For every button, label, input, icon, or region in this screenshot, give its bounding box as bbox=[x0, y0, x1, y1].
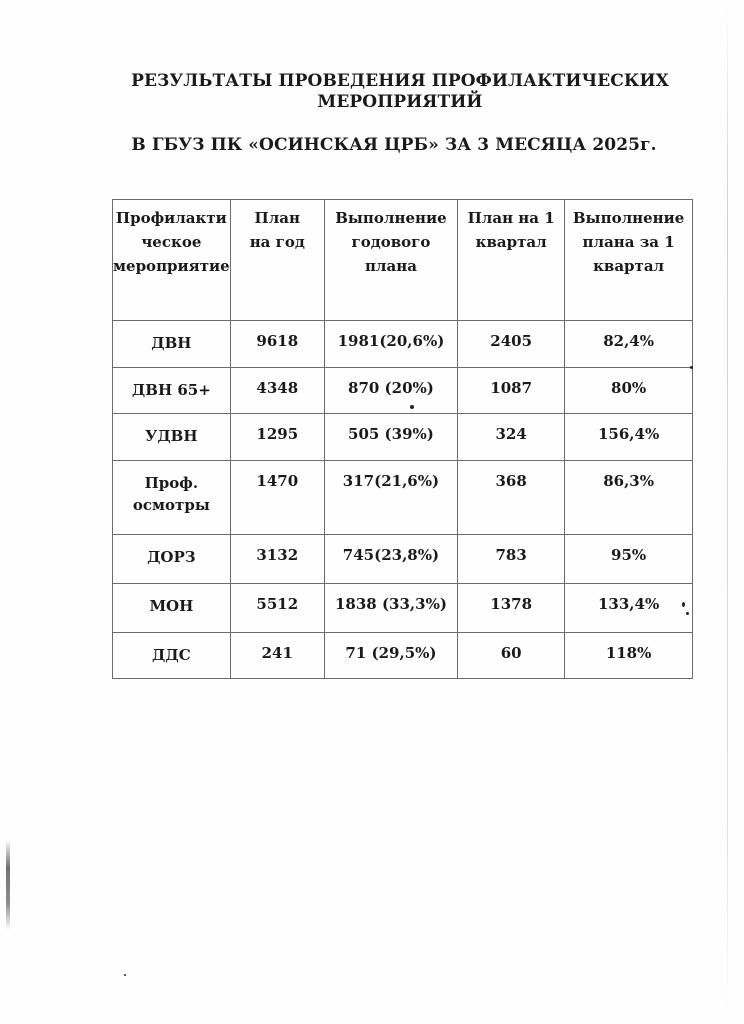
results-table bbox=[112, 199, 693, 679]
scan-edge-line bbox=[727, 0, 728, 1024]
cell-text: 4348 bbox=[256, 379, 299, 397]
cell-text: осмотры bbox=[132, 496, 210, 514]
header-text: квартал bbox=[593, 257, 665, 275]
document-title-line-1: РЕЗУЛЬТАТЫ ПРОВЕДЕНИЯ ПРОФИЛАКТИЧЕСКИХ bbox=[131, 71, 669, 91]
header-done-q1 bbox=[565, 200, 693, 321]
cell-event bbox=[113, 414, 231, 461]
cell-text: 317(21,6%) bbox=[342, 472, 440, 490]
table-row bbox=[113, 321, 693, 368]
cell-event bbox=[113, 535, 231, 584]
cell-text: ДОРЗ bbox=[147, 548, 196, 566]
cell-done-year bbox=[324, 321, 457, 368]
cell-done-q1 bbox=[565, 584, 693, 633]
cell-text: 241 bbox=[261, 644, 293, 662]
cell-text: ДВН bbox=[151, 334, 192, 352]
cell-text: 118% bbox=[605, 644, 652, 662]
scan-speck bbox=[682, 602, 685, 607]
cell-text: 324 bbox=[495, 425, 527, 443]
cell-text: 1087 bbox=[490, 379, 533, 397]
cell-plan-q1 bbox=[458, 321, 565, 368]
table-row bbox=[113, 584, 693, 633]
cell-plan-year bbox=[230, 461, 324, 535]
cell-event bbox=[113, 461, 231, 535]
document-title-line-2: МЕРОПРИЯТИЙ bbox=[317, 92, 483, 112]
header-text: плана за 1 bbox=[582, 233, 675, 251]
header-text: квартал bbox=[475, 233, 547, 251]
cell-text: Проф. bbox=[144, 474, 199, 492]
cell-plan-year bbox=[230, 368, 324, 414]
cell-text: 60 bbox=[500, 644, 522, 662]
header-plan-q1 bbox=[458, 200, 565, 321]
cell-text: 1378 bbox=[490, 595, 533, 613]
cell-text: 368 bbox=[495, 472, 527, 490]
cell-event bbox=[113, 368, 231, 414]
header-text: плана bbox=[364, 257, 417, 275]
scan-speck bbox=[124, 974, 126, 976]
cell-text: 783 bbox=[495, 546, 527, 564]
cell-text: 745(23,8%) bbox=[342, 546, 440, 564]
scan-left-mark bbox=[6, 840, 10, 930]
cell-text: 505 (39%) bbox=[348, 425, 434, 443]
cell-plan-year bbox=[230, 633, 324, 679]
cell-text: ДДС bbox=[152, 646, 191, 664]
cell-text: 2405 bbox=[490, 332, 533, 350]
cell-event bbox=[113, 584, 231, 633]
cell-plan-q1 bbox=[458, 584, 565, 633]
header-text: мероприятие bbox=[113, 257, 230, 275]
cell-text: 71 (29,5%) bbox=[345, 644, 437, 662]
cell-done-q1 bbox=[565, 633, 693, 679]
header-text: ческое bbox=[141, 233, 202, 251]
header-text: годового bbox=[351, 233, 431, 251]
header-text: Профилакти bbox=[115, 209, 227, 227]
cell-text: 95% bbox=[611, 546, 647, 564]
cell-plan-year bbox=[230, 321, 324, 368]
scan-speck bbox=[410, 405, 414, 409]
cell-done-year bbox=[324, 535, 457, 584]
cell-done-q1 bbox=[565, 461, 693, 535]
header-done-year bbox=[324, 200, 457, 321]
cell-text: 156,4% bbox=[597, 425, 660, 443]
cell-text: 133,4% bbox=[597, 595, 660, 613]
cell-text: 1838 (33,3%) bbox=[334, 595, 447, 613]
header-text: План на 1 bbox=[467, 209, 555, 227]
table-row bbox=[113, 368, 693, 414]
header-text: План bbox=[254, 209, 300, 227]
cell-done-q1 bbox=[565, 321, 693, 368]
cell-done-q1 bbox=[565, 414, 693, 461]
cell-text: 3132 bbox=[256, 546, 299, 564]
cell-text: 870 (20%) bbox=[348, 379, 434, 397]
cell-plan-q1 bbox=[458, 535, 565, 584]
cell-done-year bbox=[324, 414, 457, 461]
cell-text: МОН bbox=[149, 597, 194, 615]
cell-text: 80% bbox=[611, 379, 647, 397]
cell-text: УДВН bbox=[145, 427, 198, 445]
cell-text: 1981(20,6%) bbox=[337, 332, 445, 350]
cell-plan-q1 bbox=[458, 633, 565, 679]
cell-done-year bbox=[324, 368, 457, 414]
table-row bbox=[113, 633, 693, 679]
cell-event bbox=[113, 321, 231, 368]
cell-text: 5512 bbox=[256, 595, 299, 613]
table-header-row bbox=[113, 200, 693, 321]
header-text: на год bbox=[249, 233, 305, 251]
header-text: Выполнение bbox=[335, 209, 447, 227]
cell-text: 9618 bbox=[256, 332, 299, 350]
scan-speck bbox=[690, 366, 693, 369]
cell-text: 86,3% bbox=[603, 472, 654, 490]
table-row bbox=[113, 414, 693, 461]
scan-speck bbox=[686, 612, 689, 615]
header-text: Выполнение bbox=[572, 209, 685, 227]
cell-done-year bbox=[324, 461, 457, 535]
cell-text: 1295 bbox=[256, 425, 299, 443]
cell-done-year bbox=[324, 584, 457, 633]
header-event bbox=[113, 200, 231, 321]
cell-done-q1 bbox=[565, 535, 693, 584]
cell-plan-year bbox=[230, 535, 324, 584]
cell-plan-q1 bbox=[458, 414, 565, 461]
cell-done-year bbox=[324, 633, 457, 679]
cell-text: ДВН 65+ bbox=[131, 381, 211, 399]
cell-text: 82,4% bbox=[603, 332, 654, 350]
cell-plan-q1 bbox=[458, 461, 565, 535]
document-subtitle: В ГБУЗ ПК «ОСИНСКАЯ ЦРБ» ЗА 3 МЕСЯЦА 2025г. bbox=[131, 135, 657, 155]
cell-plan-year bbox=[230, 584, 324, 633]
table-row bbox=[113, 535, 693, 584]
cell-event bbox=[113, 633, 231, 679]
cell-plan-year bbox=[230, 414, 324, 461]
cell-done-q1 bbox=[565, 368, 693, 414]
cell-text: 1470 bbox=[256, 472, 299, 490]
cell-plan-q1 bbox=[458, 368, 565, 414]
table-row bbox=[113, 461, 693, 535]
header-plan-year bbox=[230, 200, 324, 321]
